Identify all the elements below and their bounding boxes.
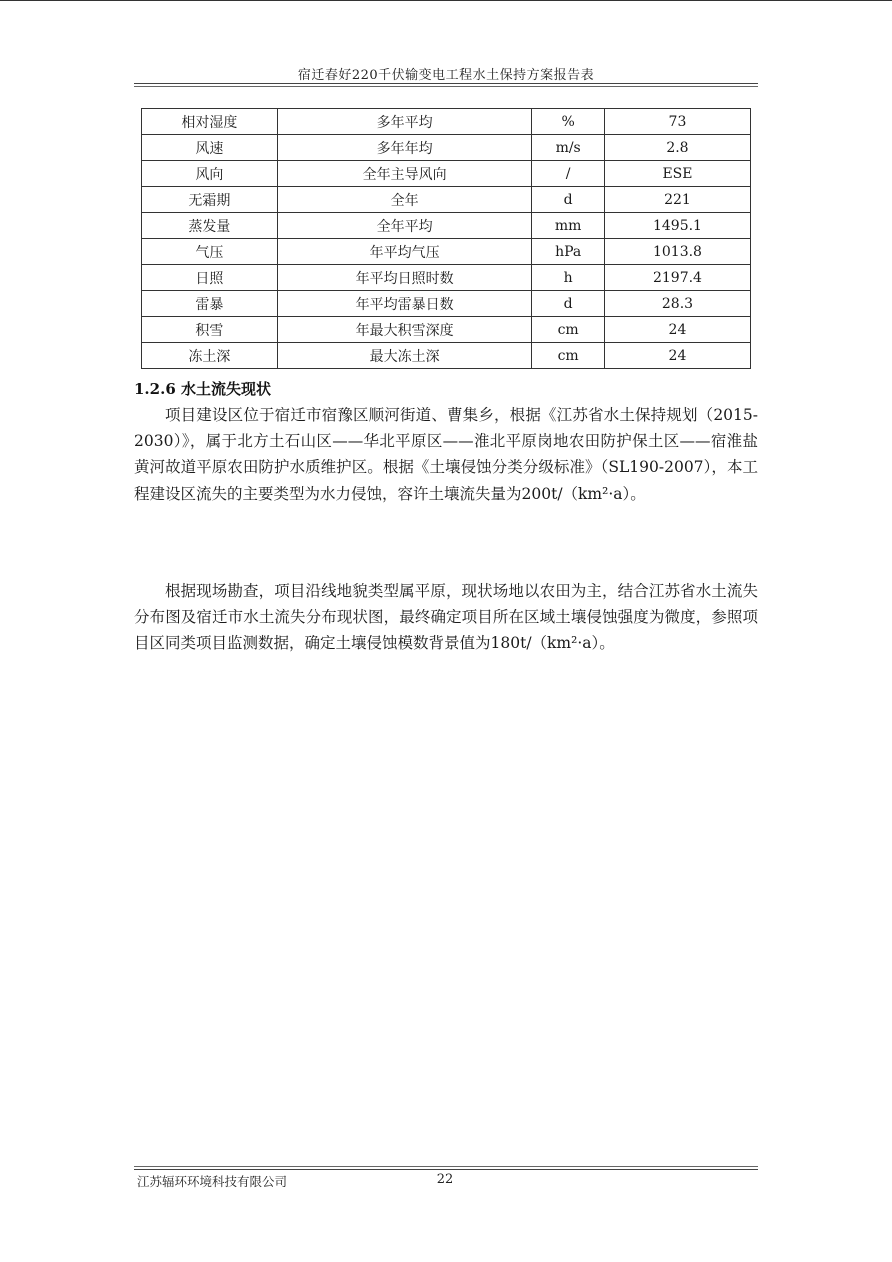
climate-value-cell: 2.8 [604, 135, 750, 161]
climate-unit-cell: d [532, 291, 605, 317]
table-row [142, 135, 751, 161]
table-row [142, 213, 751, 239]
page-number: 22 [436, 1172, 454, 1187]
paragraph-soil-erosion-background: 根据现场勘查，项目沿线地貌类型属平原，现状场地以农田为主，结合江苏省水土流失分布图及宿迁市水土流失分布现状图，最终确定项目所在区域土壤侵蚀强度为微度，参照项目区同类项目监测数据，确定土壤侵蚀模数背景值为180t/（km²·a）。 [134, 582, 758, 653]
table-row [142, 343, 751, 369]
climate-statistic-cell: 多年年均 [277, 135, 532, 161]
table-row [142, 239, 751, 265]
footer-company: 江苏辐环环境科技有限公司 [137, 1174, 288, 1189]
climate-statistic-cell: 全年主导风向 [277, 161, 532, 187]
climate-statistic-cell: 年最大积雪深度 [277, 317, 532, 343]
climate-unit-cell: mm [532, 213, 605, 239]
climate-value-cell: 1495.1 [604, 213, 750, 239]
climate-statistic-cell: 全年平均 [277, 213, 532, 239]
climate-value-cell: 28.3 [604, 291, 750, 317]
climate-item-cell: 蒸发量 [142, 213, 278, 239]
climate-value-cell: ESE [604, 161, 750, 187]
table-row [142, 109, 751, 135]
table-row [142, 161, 751, 187]
climate-value-cell: 24 [604, 317, 750, 343]
climate-value-cell: 2197.4 [604, 265, 750, 291]
climate-item-cell: 雷暴 [142, 291, 278, 317]
climate-value-cell: 1013.8 [604, 239, 750, 265]
page-top-border [0, 0, 892, 1]
climate-unit-cell: d [532, 187, 605, 213]
climate-value-cell: 221 [604, 187, 750, 213]
climate-statistic-cell: 最大冻土深 [277, 343, 532, 369]
climate-unit-cell: / [532, 161, 605, 187]
header-rule [134, 83, 758, 84]
footer-rule-thin [134, 1166, 758, 1167]
climate-item-cell: 积雪 [142, 317, 278, 343]
climate-statistic-cell: 年平均日照时数 [277, 265, 532, 291]
climate-unit-cell: h [532, 265, 605, 291]
header-rule-thin [134, 86, 758, 87]
climate-unit-cell: hPa [532, 239, 605, 265]
climate-statistic-cell: 年平均气压 [277, 239, 532, 265]
climate-item-cell: 气压 [142, 239, 278, 265]
page-header-title: 宿迁春好220千伏输变电工程水土保持方案报告表 [297, 68, 595, 83]
table-row [142, 291, 751, 317]
table-row [142, 317, 751, 343]
climate-item-cell: 风向 [142, 161, 278, 187]
climate-unit-cell: cm [532, 317, 605, 343]
climate-item-cell: 冻土深 [142, 343, 278, 369]
climate-table [141, 108, 751, 369]
climate-unit-cell: cm [532, 343, 605, 369]
climate-table-body [142, 109, 751, 369]
section-heading: 1.2.6 水土流失现状 [134, 380, 271, 398]
table-row [142, 187, 751, 213]
climate-value-cell: 24 [604, 343, 750, 369]
footer-rule [134, 1169, 758, 1170]
climate-unit-cell: % [532, 109, 605, 135]
climate-item-cell: 日照 [142, 265, 278, 291]
paragraph-soil-erosion-zoning: 项目建设区位于宿迁市宿豫区顺河街道、曹集乡，根据《江苏省水土保持规划（2015-2030）》，属于北方土石山区——华北平原区——淮北平原岗地农田防护保土区——宿淮盐黄河故道平原农田防护水质维护区。根据《土壤侵蚀分类分级标准》（SL190-2007），本工程建设区流失的主要类型为水力侵蚀，容许土壤流失量为200t/（km²·a）。 [134, 406, 758, 503]
climate-statistic-cell: 年平均雷暴日数 [277, 291, 532, 317]
climate-item-cell: 无霜期 [142, 187, 278, 213]
climate-item-cell: 风速 [142, 135, 278, 161]
climate-item-cell: 相对湿度 [142, 109, 278, 135]
climate-statistic-cell: 全年 [277, 187, 532, 213]
climate-statistic-cell: 多年平均 [277, 109, 532, 135]
climate-value-cell: 73 [604, 109, 750, 135]
climate-unit-cell: m/s [532, 135, 605, 161]
table-row [142, 265, 751, 291]
